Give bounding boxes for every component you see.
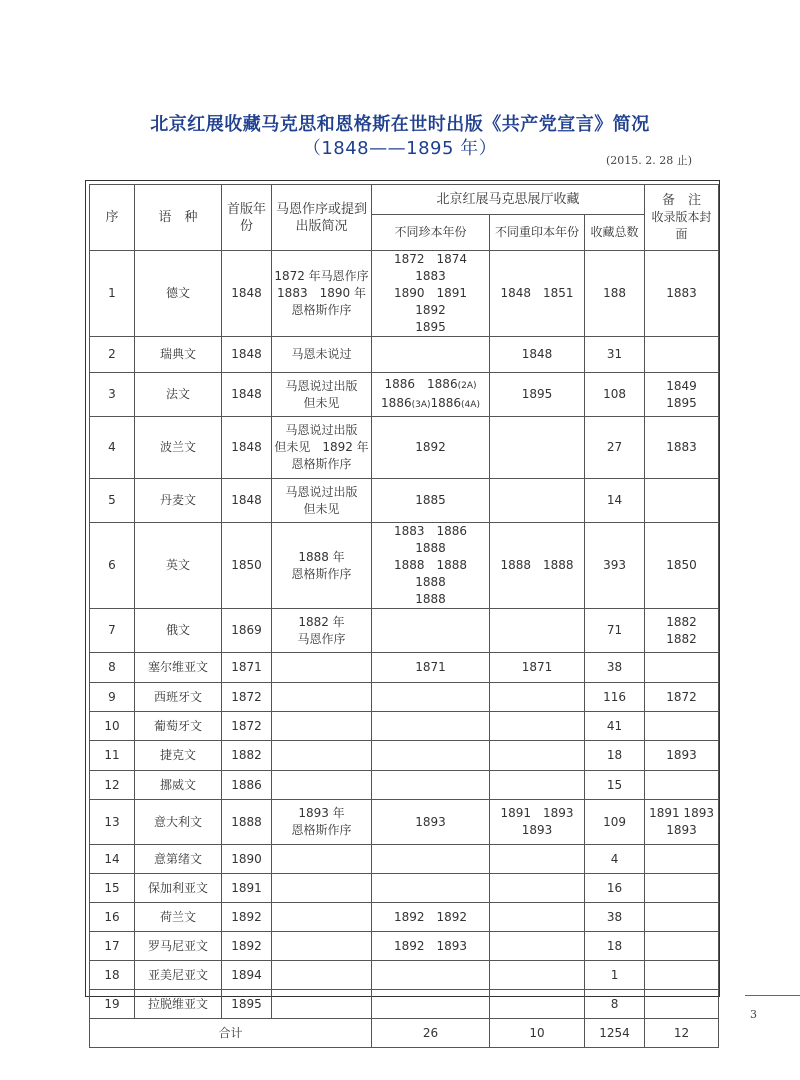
row-first-year: 1848 — [222, 373, 272, 417]
row-remarks — [645, 845, 719, 874]
table-row — [90, 653, 719, 683]
row-total: 116 — [585, 683, 645, 712]
row-preface — [272, 771, 372, 800]
row-preface-line: 1888 年 — [298, 549, 345, 564]
row-rare-years-line: 1888 — [415, 592, 446, 606]
row-rare-years — [372, 800, 490, 845]
row-total: 4 — [585, 845, 645, 874]
row-seq: 16 — [90, 903, 135, 932]
row-total: 8 — [585, 990, 645, 1019]
header-seq: 序 — [90, 185, 135, 251]
table-row — [90, 845, 719, 874]
row-rare-years — [372, 712, 490, 741]
table-frame — [85, 180, 720, 1040]
row-remarks-line: 1893 — [666, 823, 697, 837]
table-row — [90, 479, 719, 523]
row-seq: 11 — [90, 741, 135, 771]
row-reprint-years — [490, 990, 585, 1019]
row-rare-years — [372, 653, 490, 683]
row-seq: 2 — [90, 337, 135, 373]
row-total: 27 — [585, 417, 645, 479]
totals-total: 1254 — [585, 1019, 645, 1048]
row-reprint-years — [490, 741, 585, 771]
row-remarks — [645, 479, 719, 523]
row-rare-years-line: 1892 1893 — [393, 938, 468, 953]
row-reprint-years-line: 1895 — [521, 387, 553, 401]
row-rare-years-line: 1883 1886 1888 — [393, 524, 480, 555]
row-reprint-years-line: 1891 1893 — [500, 806, 574, 820]
row-preface-line: 马恩作序 — [297, 631, 346, 646]
table-row — [90, 874, 719, 903]
row-preface-line: 马恩说过出版 — [285, 484, 358, 499]
row-reprint-years-line: 1893 — [521, 823, 553, 837]
row-total: 393 — [585, 523, 645, 609]
row-seq: 7 — [90, 609, 135, 653]
row-preface — [272, 903, 372, 932]
row-language: 捷克文 — [135, 741, 222, 771]
row-reprint-years — [490, 337, 585, 373]
row-reprint-years — [490, 683, 585, 712]
row-preface — [272, 800, 372, 845]
date-note: (2015. 2. 28 止) — [605, 154, 692, 167]
row-seq: 4 — [90, 417, 135, 479]
row-preface-line: 恩格斯作序 — [291, 303, 352, 317]
row-total: 31 — [585, 337, 645, 373]
row-reprint-years — [490, 417, 585, 479]
row-reprint-years — [490, 903, 585, 932]
row-reprint-years — [490, 479, 585, 523]
row-language: 意大利文 — [135, 800, 222, 845]
row-language: 瑞典文 — [135, 337, 222, 373]
row-language: 波兰文 — [135, 417, 222, 479]
row-first-year: 1895 — [222, 990, 272, 1019]
header-reprint-years: 不同重印本年份 — [490, 215, 585, 251]
row-rare-years — [372, 845, 490, 874]
row-rare-years-line — [374, 376, 487, 395]
row-preface — [272, 609, 372, 653]
row-remarks — [645, 417, 719, 479]
row-reprint-years — [490, 771, 585, 800]
totals-label: 合计 — [90, 1019, 372, 1048]
header-language: 语 种 — [135, 185, 222, 251]
row-rare-years-part: 1886 — [430, 395, 462, 410]
row-reprint-years — [490, 373, 585, 417]
row-rare-years — [372, 932, 490, 961]
row-seq: 14 — [90, 845, 135, 874]
row-preface — [272, 251, 372, 337]
row-seq: 15 — [90, 874, 135, 903]
row-language: 保加利亚文 — [135, 874, 222, 903]
row-remarks — [645, 337, 719, 373]
row-seq: 1 — [90, 251, 135, 337]
row-preface — [272, 417, 372, 479]
row-remarks-line: 1882 1882 — [666, 614, 709, 646]
table-row — [90, 990, 719, 1019]
row-first-year: 1848 — [222, 337, 272, 373]
row-total: 71 — [585, 609, 645, 653]
row-seq: 8 — [90, 653, 135, 683]
row-remarks — [645, 874, 719, 903]
row-remarks — [645, 609, 719, 653]
row-language: 塞尔维亚文 — [135, 653, 222, 683]
row-rare-years-line: 1892 — [415, 440, 446, 454]
row-preface-line: 但未见 1892 年 — [274, 440, 369, 454]
row-total: 41 — [585, 712, 645, 741]
row-preface — [272, 523, 372, 609]
row-seq: 12 — [90, 771, 135, 800]
footer-rule — [745, 995, 800, 996]
row-remarks — [645, 251, 719, 337]
row-remarks-line: 1883 — [666, 440, 697, 454]
header-total: 收藏总数 — [585, 215, 645, 251]
row-remarks — [645, 932, 719, 961]
row-language: 法文 — [135, 373, 222, 417]
row-preface — [272, 653, 372, 683]
row-first-year: 1848 — [222, 417, 272, 479]
row-rare-years — [372, 771, 490, 800]
row-seq: 5 — [90, 479, 135, 523]
row-total: 188 — [585, 251, 645, 337]
header-first-year: 首版年份 — [222, 185, 272, 251]
row-reprint-years — [490, 800, 585, 845]
row-remarks-line: 1893 — [666, 748, 697, 762]
header-remarks — [645, 185, 719, 251]
row-total: 18 — [585, 932, 645, 961]
row-language: 拉脱维亚文 — [135, 990, 222, 1019]
row-first-year: 1872 — [222, 712, 272, 741]
row-rare-years-line: 1890 1891 1892 — [393, 286, 480, 317]
row-reprint-years — [490, 845, 585, 874]
totals-row — [90, 1019, 719, 1048]
row-rare-years-line: 1895 — [415, 320, 446, 334]
row-remarks-line: 1891 1893 — [649, 806, 714, 820]
row-language: 德文 — [135, 251, 222, 337]
row-reprint-years — [490, 712, 585, 741]
row-reprint-years — [490, 874, 585, 903]
row-rare-years — [372, 251, 490, 337]
header-preface: 马恩作序或提到出版简况 — [272, 185, 372, 251]
row-remarks — [645, 712, 719, 741]
row-rare-years — [372, 479, 490, 523]
header-remarks-title: 备 注 — [662, 193, 702, 208]
header-collection: 北京红展马克思展厅收藏 — [372, 185, 645, 215]
table-row — [90, 609, 719, 653]
row-rare-years-line — [374, 395, 487, 414]
row-preface-line: 恩格斯作序 — [291, 566, 352, 581]
page-subtitle: （1848——1895 年） — [302, 138, 498, 159]
row-total: 14 — [585, 479, 645, 523]
row-rare-years-line: 1893 — [415, 814, 446, 829]
row-rare-years-line: 1885 — [415, 493, 446, 507]
collection-table — [89, 184, 719, 1048]
row-rare-years — [372, 961, 490, 990]
row-preface-line: 马恩说过出版 — [285, 423, 358, 437]
row-remarks — [645, 990, 719, 1019]
row-rare-years — [372, 683, 490, 712]
row-reprint-years-line: 1871 — [521, 660, 553, 674]
row-preface-line: 恩格斯作序 — [291, 823, 352, 837]
row-first-year: 1890 — [222, 845, 272, 874]
row-seq: 13 — [90, 800, 135, 845]
row-reprint-years — [490, 523, 585, 609]
row-reprint-years — [490, 961, 585, 990]
row-preface — [272, 712, 372, 741]
row-preface — [272, 373, 372, 417]
table-row — [90, 741, 719, 771]
row-preface — [272, 845, 372, 874]
header-row-1 — [90, 185, 719, 215]
row-preface-line: 马恩未说过 — [291, 347, 352, 361]
row-preface-line: 但未见 — [303, 501, 340, 516]
table-row — [90, 800, 719, 845]
row-reprint-years-line: 1848 — [521, 347, 553, 361]
table-row — [90, 373, 719, 417]
row-language: 俄文 — [135, 609, 222, 653]
row-first-year: 1872 — [222, 683, 272, 712]
row-remarks — [645, 903, 719, 932]
row-seq: 19 — [90, 990, 135, 1019]
row-remarks-line: 1883 — [666, 286, 697, 300]
row-rare-years-part: (3A) — [411, 399, 431, 410]
row-total: 108 — [585, 373, 645, 417]
row-remarks-line: 1850 — [666, 558, 697, 572]
row-preface-line: 但未见 — [303, 395, 340, 410]
row-first-year: 1891 — [222, 874, 272, 903]
row-preface — [272, 874, 372, 903]
table-row — [90, 523, 719, 609]
row-rare-years — [372, 373, 490, 417]
row-rare-years-part: 1886 — [381, 395, 412, 410]
row-reprint-years-line: 1888 1888 — [500, 558, 574, 572]
row-rare-years-line: 1888 1888 1888 — [393, 558, 480, 589]
row-preface — [272, 961, 372, 990]
row-rare-years-part: 1886 1886 — [384, 376, 458, 391]
row-remarks — [645, 741, 719, 771]
row-preface — [272, 337, 372, 373]
row-language: 西班牙文 — [135, 683, 222, 712]
row-total: 16 — [585, 874, 645, 903]
row-first-year: 1848 — [222, 251, 272, 337]
row-first-year: 1888 — [222, 800, 272, 845]
row-total: 15 — [585, 771, 645, 800]
row-total: 38 — [585, 903, 645, 932]
row-language: 葡萄牙文 — [135, 712, 222, 741]
row-reprint-years — [490, 653, 585, 683]
row-seq: 18 — [90, 961, 135, 990]
page-number: 3 — [750, 1008, 757, 1021]
row-reprint-years — [490, 609, 585, 653]
row-rare-years — [372, 741, 490, 771]
row-first-year: 1871 — [222, 653, 272, 683]
row-language: 挪威文 — [135, 771, 222, 800]
row-language: 亚美尼亚文 — [135, 961, 222, 990]
row-reprint-years-line: 1848 1851 — [500, 286, 574, 300]
row-rare-years — [372, 609, 490, 653]
row-first-year: 1886 — [222, 771, 272, 800]
row-language: 英文 — [135, 523, 222, 609]
row-seq: 9 — [90, 683, 135, 712]
totals-rare: 26 — [372, 1019, 490, 1048]
header-rare-years: 不同珍本年份 — [372, 215, 490, 251]
row-remarks — [645, 373, 719, 417]
row-first-year: 1850 — [222, 523, 272, 609]
row-rare-years — [372, 337, 490, 373]
row-seq: 3 — [90, 373, 135, 417]
row-rare-years-line: 1871 — [415, 660, 446, 674]
row-language: 罗马尼亚文 — [135, 932, 222, 961]
row-preface-line: 1893 年 — [298, 806, 345, 820]
row-preface — [272, 479, 372, 523]
table-row — [90, 771, 719, 800]
row-remarks-line: 1849 1895 — [666, 378, 709, 410]
row-language: 意第绪文 — [135, 845, 222, 874]
row-preface-line: 1882 年 — [298, 614, 345, 629]
table-row — [90, 417, 719, 479]
row-rare-years-line: 1872 1874 1883 — [393, 252, 480, 283]
row-first-year: 1892 — [222, 903, 272, 932]
row-preface-line: 1872 年马恩作序 — [274, 269, 369, 283]
row-remarks — [645, 961, 719, 990]
row-remarks — [645, 800, 719, 845]
row-reprint-years — [490, 251, 585, 337]
row-first-year: 1869 — [222, 609, 272, 653]
row-rare-years — [372, 417, 490, 479]
row-seq: 10 — [90, 712, 135, 741]
table-row — [90, 903, 719, 932]
totals-remarks: 12 — [645, 1019, 719, 1048]
table-row — [90, 683, 719, 712]
totals-reprint: 10 — [490, 1019, 585, 1048]
row-preface-line: 马恩说过出版 — [285, 378, 358, 393]
row-language: 丹麦文 — [135, 479, 222, 523]
row-rare-years — [372, 874, 490, 903]
row-first-year: 1848 — [222, 479, 272, 523]
row-language: 荷兰文 — [135, 903, 222, 932]
table-row — [90, 932, 719, 961]
row-remarks — [645, 523, 719, 609]
row-rare-years — [372, 990, 490, 1019]
row-seq: 6 — [90, 523, 135, 609]
row-rare-years-line: 1892 1892 — [393, 909, 468, 924]
row-remarks-line: 1872 — [666, 689, 697, 704]
row-first-year: 1894 — [222, 961, 272, 990]
header-remarks-sub: 收录版本封面 — [651, 210, 712, 241]
row-rare-years-part: (4A) — [461, 399, 480, 410]
table-row — [90, 337, 719, 373]
row-first-year: 1892 — [222, 932, 272, 961]
table-body — [90, 251, 719, 1019]
row-remarks — [645, 653, 719, 683]
table-row — [90, 251, 719, 337]
row-total: 18 — [585, 741, 645, 771]
row-rare-years — [372, 903, 490, 932]
page-title: 北京红展收藏马克思和恩格斯在世时出版《共产党宣言》简况 — [150, 114, 650, 135]
row-preface — [272, 990, 372, 1019]
row-total: 1 — [585, 961, 645, 990]
row-remarks — [645, 771, 719, 800]
row-rare-years — [372, 523, 490, 609]
row-first-year: 1882 — [222, 741, 272, 771]
row-preface-line: 1883 1890 年 — [277, 286, 366, 300]
table-row — [90, 712, 719, 741]
row-preface — [272, 683, 372, 712]
table-row — [90, 961, 719, 990]
row-total: 109 — [585, 800, 645, 845]
row-rare-years-part: (2A) — [457, 380, 477, 391]
row-reprint-years — [490, 932, 585, 961]
row-preface-line: 恩格斯作序 — [291, 457, 352, 471]
row-seq: 17 — [90, 932, 135, 961]
row-preface — [272, 932, 372, 961]
row-total: 38 — [585, 653, 645, 683]
row-preface — [272, 741, 372, 771]
row-remarks — [645, 683, 719, 712]
